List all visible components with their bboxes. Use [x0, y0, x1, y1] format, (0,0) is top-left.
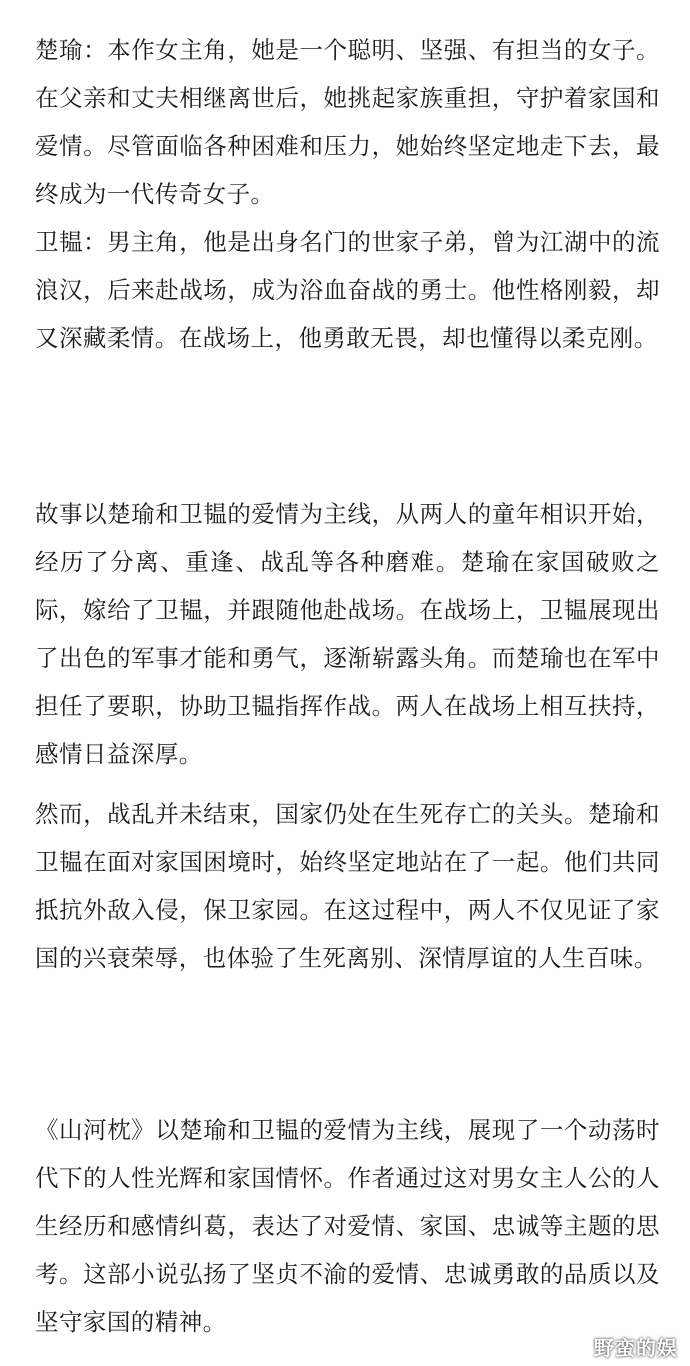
paragraph-summary: 《山河枕》以楚瑜和卫韫的爱情为主线，展现了一个动荡时代下的人性光辉和家国情怀。作者通过这对男女主人公的人生经历和感情纠葛，表达了对爱情、家国、忠诚等主题的思考。这部小说弘扬了坚贞不渝的爱情、忠诚勇敢的品质以及坚守家国的精神。 [35, 1116, 660, 1336]
paragraph-chu-yu-intro: 楚瑜：本作女主角，她是一个聪明、坚强、有担当的女子。在父亲和丈夫相继离世后，她挑起家族重担，守护着家国和爱情。尽管面临各种困难和压力，她始终坚定地走下去，最终成为一代传奇女子。 [35, 36, 660, 208]
watermark: 野蛮的娱 [594, 1336, 678, 1360]
paragraph-story-war: 然而，战乱并未结束，国家仍处在生死存亡的关头。楚瑜和卫韫在面对家国困境时，始终坚定地站在了一起。他们共同抵抗外敌入侵，保卫家园。在这过程中，两人不仅见证了家国的兴衰荣辱，也体验了生死离别、深情厚谊的人生百味。 [35, 800, 660, 972]
paragraph-wei-yun-intro: 卫韫：男主角，他是出身名门的世家子弟，曾为江湖中的流浪汉，后来赴战场，成为浴血奋战的勇士。他性格刚毅，却又深藏柔情。在战场上，他勇敢无畏，却也懂得以柔克刚。 [35, 228, 660, 352]
paragraph-story-main: 故事以楚瑜和卫韫的爱情为主线，从两人的童年相识开始，经历了分离、重逢、战乱等各种磨难。楚瑜在家国破败之际，嫁给了卫韫，并跟随他赴战场。在战场上，卫韫展现出了出色的军事才能和勇气，逐渐崭露头角。而楚瑜也在军中担任了要职，协助卫韫指挥作战。两人在战场上相互扶持，感情日益深厚。 [35, 500, 660, 768]
